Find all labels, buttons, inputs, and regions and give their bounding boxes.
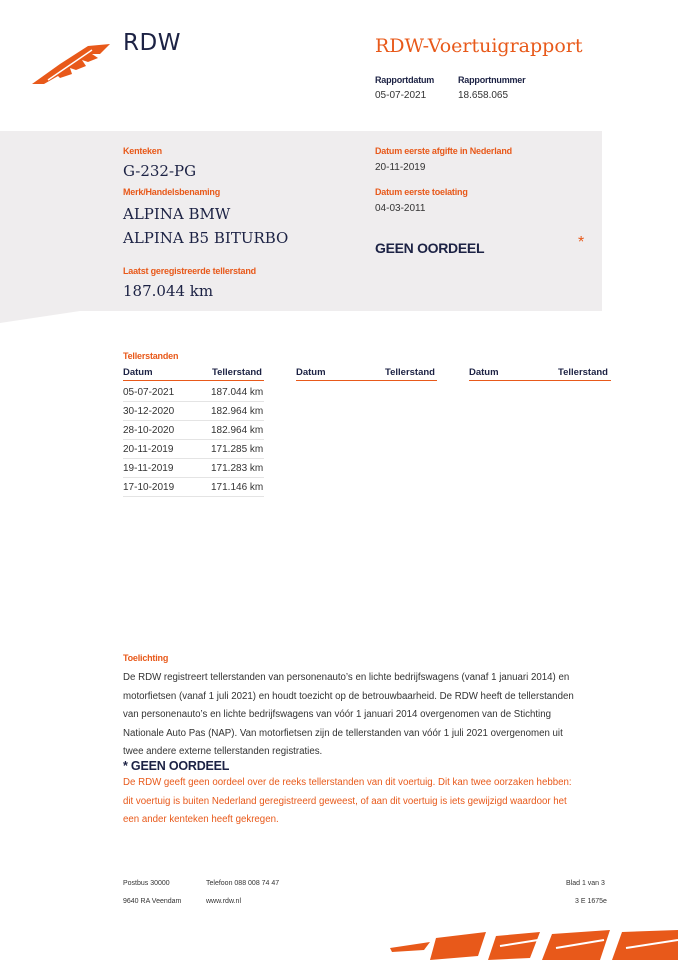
header-rule-1	[123, 380, 264, 381]
table-row	[123, 478, 264, 497]
footer-telefoon: Telefoon 088 008 74 47	[206, 880, 280, 887]
row-datum: 05-07-2021	[123, 387, 175, 398]
row-stand: 187.044 km	[211, 387, 264, 398]
toelating-value: 04-03-2011	[375, 203, 426, 214]
kenteken-value: G-232-PG	[123, 162, 197, 180]
oordeel-body	[123, 774, 623, 830]
toelichting-line: twee andere externe tellerstanden registraties.	[123, 746, 323, 757]
tellerstanden-table	[123, 383, 264, 497]
toelichting-line: Nationale Auto Pas (NAP). Van motorfietsen zijn de tellerstanden van vóór 1 juli 2021 overgenomen uit	[123, 727, 563, 739]
table-row	[123, 402, 264, 421]
handelsbenaming-value: ALPINA B5 BITURBO	[123, 229, 289, 247]
row-stand: 182.964 km	[211, 425, 264, 436]
footer-blad: Blad 1 van 3	[566, 880, 605, 887]
row-datum: 17-10-2019	[123, 482, 175, 493]
row-stand: 182.964 km	[211, 406, 264, 417]
tellerstand-value: 187.044 km	[123, 282, 214, 300]
oordeel-marker: *	[578, 234, 585, 251]
row-stand: 171.285 km	[211, 444, 264, 455]
table-row	[123, 383, 264, 402]
footer-plaats: 9640 RA Veendam	[123, 898, 182, 905]
report-title: RDW-Voertuigrapport	[375, 35, 583, 57]
rapportdatum-label: Rapportdatum	[375, 75, 435, 85]
toelichting-line: motorfietsen (vanaf 1 juli 2021) en houdt toezicht op de betrouwbaarheid. De RDW heeft de tellerstanden	[123, 690, 574, 702]
oordeel-line: De RDW geeft geen oordeel over de reeks tellerstanden van dit voertuig. Dit kan twee oorzaken hebben:	[123, 777, 572, 788]
merk-value: ALPINA BMW	[123, 205, 231, 223]
brand-name: RDW	[123, 30, 181, 56]
row-stand: 171.283 km	[211, 463, 264, 474]
col-tellerstand-1: Tellerstand	[212, 367, 262, 378]
row-datum: 30-12-2020	[123, 406, 175, 417]
toelichting-title: Toelichting	[123, 653, 169, 663]
col-datum-1: Datum	[123, 367, 153, 378]
rapportnummer-label: Rapportnummer	[458, 75, 526, 85]
oordeel-line: een ander kenteken heeft gekregen.	[123, 814, 279, 825]
row-datum: 28-10-2020	[123, 425, 175, 436]
oordeel-line: dit voertuig is buiten Nederland geregistreerd geweest, of aan dit voertuig is iets gewijzigd waardoor het	[123, 795, 567, 807]
afgifte-label: Datum eerste afgifte in Nederland	[375, 146, 512, 156]
rdw-stripes-icon	[390, 930, 678, 960]
afgifte-value: 20-11-2019	[375, 162, 426, 173]
toelichting-line: De RDW registreert tellerstanden van personenauto’s en lichte bedrijfswagens (vanaf 1 januari 2014) en	[123, 672, 570, 683]
col-datum-3: Datum	[469, 367, 499, 378]
col-tellerstand-3: Tellerstand	[558, 367, 608, 378]
kenteken-label: Kenteken	[123, 146, 162, 156]
col-tellerstand-2: Tellerstand	[385, 367, 435, 378]
toelating-label: Datum eerste toelating	[375, 187, 468, 197]
vehicle-panel	[0, 131, 602, 311]
tellerstand-label: Laatst geregistreerde tellerstand	[123, 266, 256, 276]
row-stand: 171.146 km	[211, 482, 264, 493]
table-row	[123, 421, 264, 440]
toelichting-line: van personenauto’s en lichte bedrijfswagens van vóór 1 januari 2014 overgenomen van de Stichting	[123, 709, 551, 720]
merk-label: Merk/Handelsbenaming	[123, 187, 221, 197]
toelichting-body	[123, 669, 623, 762]
col-datum-2: Datum	[296, 367, 326, 378]
header-rule-3	[469, 380, 611, 381]
table-row	[123, 459, 264, 478]
rapportnummer-value: 18.658.065	[458, 90, 509, 101]
row-datum: 19-11-2019	[123, 463, 174, 474]
footer-website[interactable]: www.rdw.nl	[206, 898, 242, 905]
table-row	[123, 440, 264, 459]
footer-postbus: Postbus 30000	[123, 880, 170, 887]
panel-notch	[0, 311, 80, 323]
footer-code: 3 E 1675e	[575, 898, 607, 905]
row-datum: 20-11-2019	[123, 444, 174, 455]
rapportdatum-value: 05-07-2021	[375, 90, 427, 101]
oordeel-heading: * GEEN OORDEEL	[123, 759, 230, 773]
header-rule-2	[296, 380, 437, 381]
tellerstanden-title: Tellerstanden	[123, 351, 179, 361]
oordeel-status: GEEN OORDEEL	[375, 240, 485, 256]
rdw-logo-icon	[30, 40, 114, 88]
